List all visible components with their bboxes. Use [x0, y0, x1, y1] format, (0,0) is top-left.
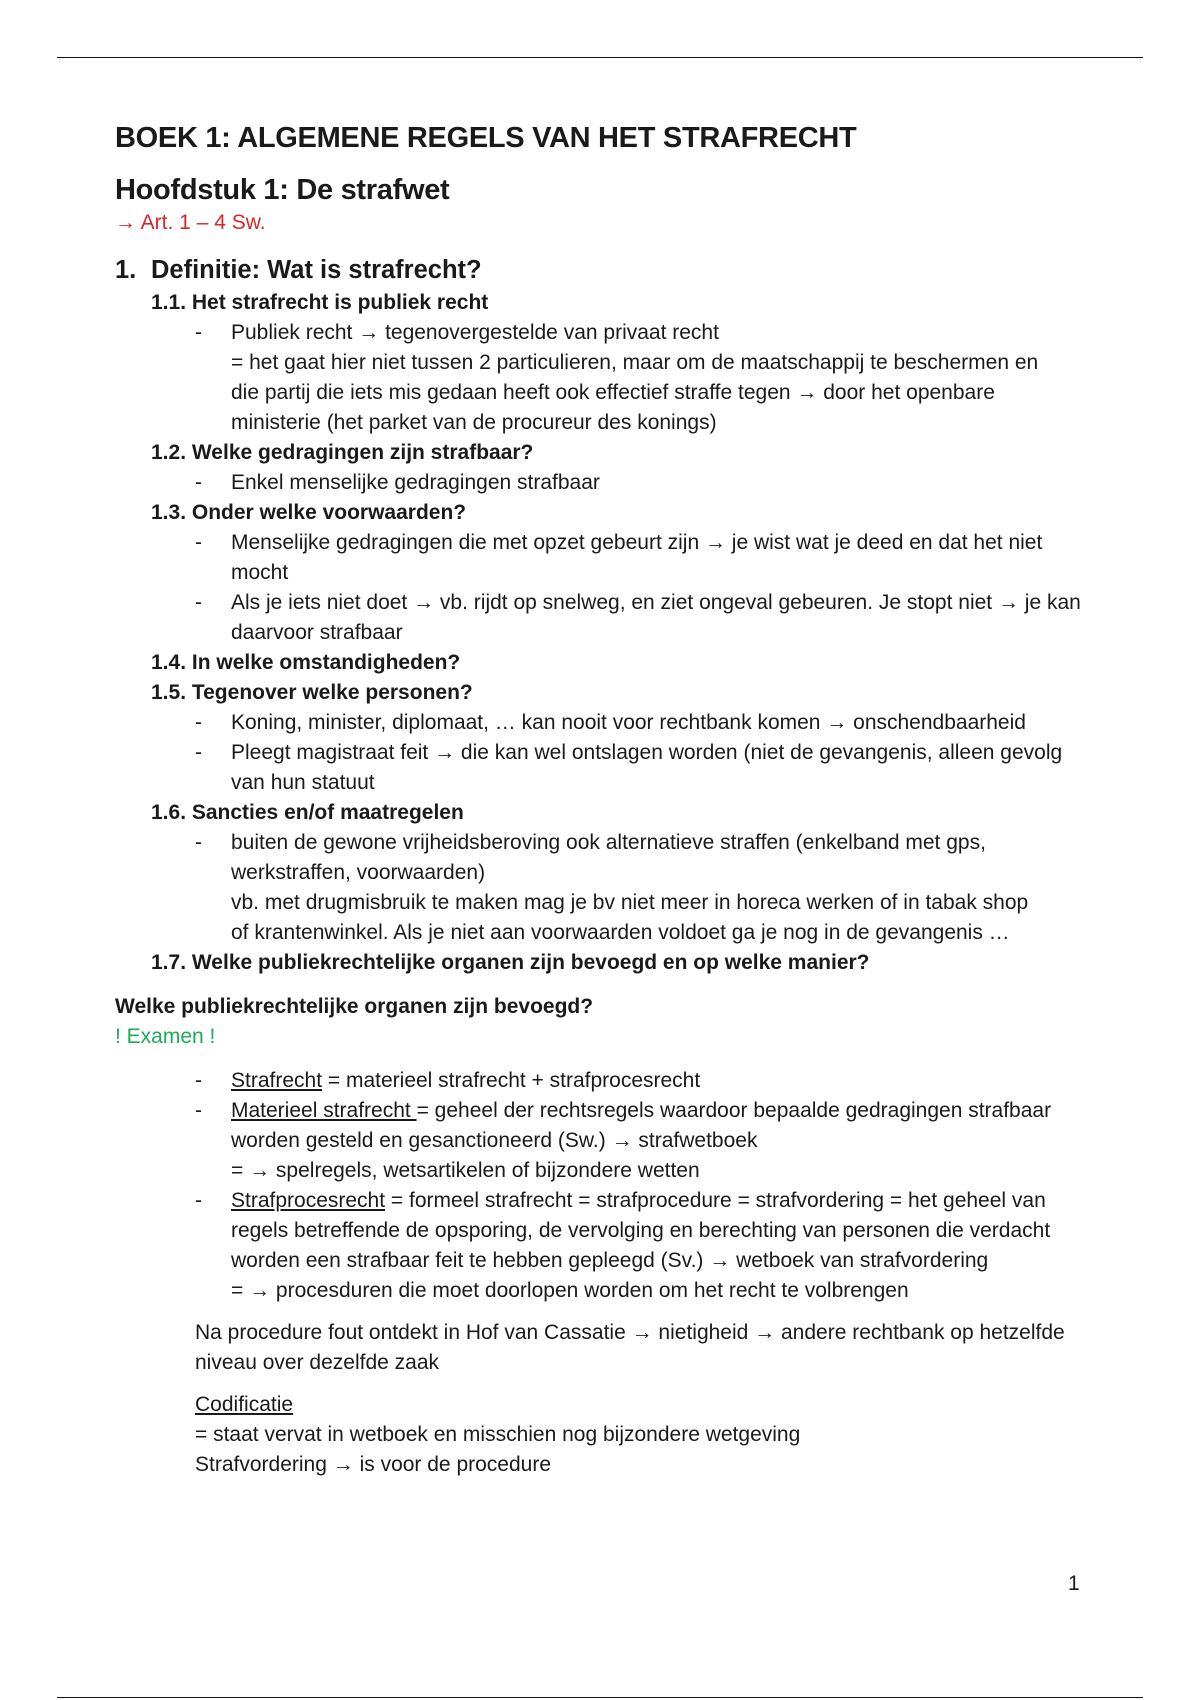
definition-text: = geheel der rechtsregels waardoor bepaalde gedragingen strafbaar worden gesteld en gesanctioneerd (Sw.) → strafwetboek — [231, 1099, 1052, 1152]
list-item — [115, 468, 1095, 498]
list-item-text: Menselijke gedragingen die met opzet gebeurt zijn → je wist wat je deed en dat het niet mocht — [231, 531, 1043, 584]
spacer — [115, 1306, 1095, 1318]
list-item-text: Pleegt magistraat feit → die kan wel ontslagen worden (niet de gevangenis, alleen gevolg van hun statuut — [231, 741, 1063, 794]
subsection-title: 1.5. Tegenover welke personen? — [151, 681, 473, 704]
paragraph: Na procedure fout ontdekt in Hof van Cassatie → nietigheid → andere rechtbank op hetzelfde niveau over dezelfde zaak — [195, 1321, 1065, 1374]
chapter-reference: → Art. 1 – 4 Sw. — [115, 211, 266, 234]
subsection-title: 1.4. In welke omstandigheden? — [151, 651, 461, 674]
continuation-line: of krantenwinkel. Als je niet aan voorwaarden voldoet ga je nog in de gevangenis … — [231, 921, 1010, 944]
bullet-dash: - — [195, 1189, 202, 1212]
defined-term: Materieel strafrecht — [231, 1099, 417, 1122]
definition-text: = formeel strafrecht = strafprocedure = strafvordering = het geheel van regels betreffende de opsporing, de vervolging en berechting van personen die verdacht worden een strafbaar feit te hebben gepleegd (Sv.) → wetboek van strafvordering — [231, 1189, 1051, 1272]
list-item — [115, 528, 1095, 588]
continuation-line: = → spelregels, wetsartikelen of bijzondere wetten — [231, 1159, 700, 1182]
page-number: 1 — [1068, 1572, 1080, 1595]
continuation-line: ministerie (het parket van de procureur des konings) — [231, 411, 717, 434]
defined-term: Strafrecht — [231, 1069, 323, 1092]
paragraph-line: = staat vervat in wetboek en misschien nog bijzondere wetgeving — [195, 1423, 801, 1446]
organs-heading: Welke publiekrechtelijke organen zijn bevoegd? — [115, 995, 594, 1018]
continuation-line: = het gaat hier niet tussen 2 particulieren, maar om de maatschappij te beschermen en — [231, 351, 1039, 374]
list-item-text — [231, 1186, 1095, 1276]
list-item — [115, 1066, 1095, 1096]
list-item-text: Enkel menselijke gedragingen strafbaar — [231, 471, 600, 494]
list-item — [115, 1096, 1095, 1156]
subsection-title: 1.3. Onder welke voorwaarden? — [151, 501, 467, 524]
list-item-text — [231, 1066, 1095, 1096]
bullet-dash: - — [195, 471, 202, 494]
list-item — [115, 738, 1095, 798]
subsection-title: 1.2. Welke gedragingen zijn strafbaar? — [151, 441, 534, 464]
list-item-text: Koning, minister, diplomaat, … kan nooit voor rechtbank komen → onschendbaarheid — [231, 711, 1026, 734]
subsection-title: 1.6. Sancties en/of maatregelen — [151, 801, 464, 824]
subsection-title: 1.1. Het strafrecht is publiek recht — [151, 291, 489, 314]
list-item — [115, 708, 1095, 738]
footer-rule — [57, 1697, 1143, 1698]
spacer — [115, 1052, 1095, 1066]
bullet-dash: - — [195, 741, 202, 764]
paragraph-line: Strafvordering → is voor de procedure — [195, 1453, 552, 1476]
defined-term: Strafprocesrecht — [231, 1189, 386, 1212]
subsection-title: 1.7. Welke publiekrechtelijke organen zijn bevoegd en op welke manier? — [151, 951, 870, 974]
continuation-line: vb. met drugmisbruik te maken mag je bv niet meer in horeca werken of in tabak shop — [231, 891, 1029, 914]
list-item — [115, 828, 1095, 888]
chapter-title: Hoofdstuk 1: De strafwet — [115, 174, 450, 206]
exam-note: ! Examen ! — [115, 1025, 216, 1048]
codificatie-title: Codificatie — [195, 1393, 294, 1416]
bullet-dash: - — [195, 1069, 202, 1092]
bullet-dash: - — [195, 531, 202, 554]
bullet-dash: - — [195, 831, 202, 854]
list-item-text: buiten de gewone vrijheidsberoving ook alternatieve straffen (enkelband met gps, werkstraffen, voorwaarden) — [231, 831, 986, 884]
bullet-dash: - — [195, 591, 202, 614]
list-item-text: Als je iets niet doet → vb. rijdt op snelweg, en ziet ongeval gebeuren. Je stopt niet → je kan daarvoor strafbaar — [231, 591, 1081, 644]
list-item — [115, 318, 1095, 348]
continuation-line: die partij die iets mis gedaan heeft ook effectief straffe tegen → door het openbare — [231, 381, 995, 404]
list-item-text — [231, 1096, 1095, 1156]
continuation-line: = → procesduren die moet doorlopen worden om het recht te volbrengen — [231, 1279, 909, 1302]
list-item — [115, 1186, 1095, 1276]
definition-text: = materieel strafrecht + strafprocesrecht — [322, 1069, 701, 1092]
list-item-text: Publiek recht → tegenovergestelde van privaat recht — [231, 321, 719, 344]
bullet-dash: - — [195, 1099, 202, 1122]
section-number: 1. — [115, 256, 137, 284]
section-title: Definitie: Wat is strafrecht? — [151, 256, 482, 284]
header-rule — [57, 57, 1143, 58]
bullet-dash: - — [195, 711, 202, 734]
section-heading — [115, 252, 1095, 288]
list-item — [115, 588, 1095, 648]
book-title: BOEK 1: ALGEMENE REGELS VAN HET STRAFRECHT — [115, 122, 857, 154]
document-page — [115, 110, 1095, 1480]
spacer — [115, 1378, 1095, 1390]
bullet-dash: - — [195, 321, 202, 344]
